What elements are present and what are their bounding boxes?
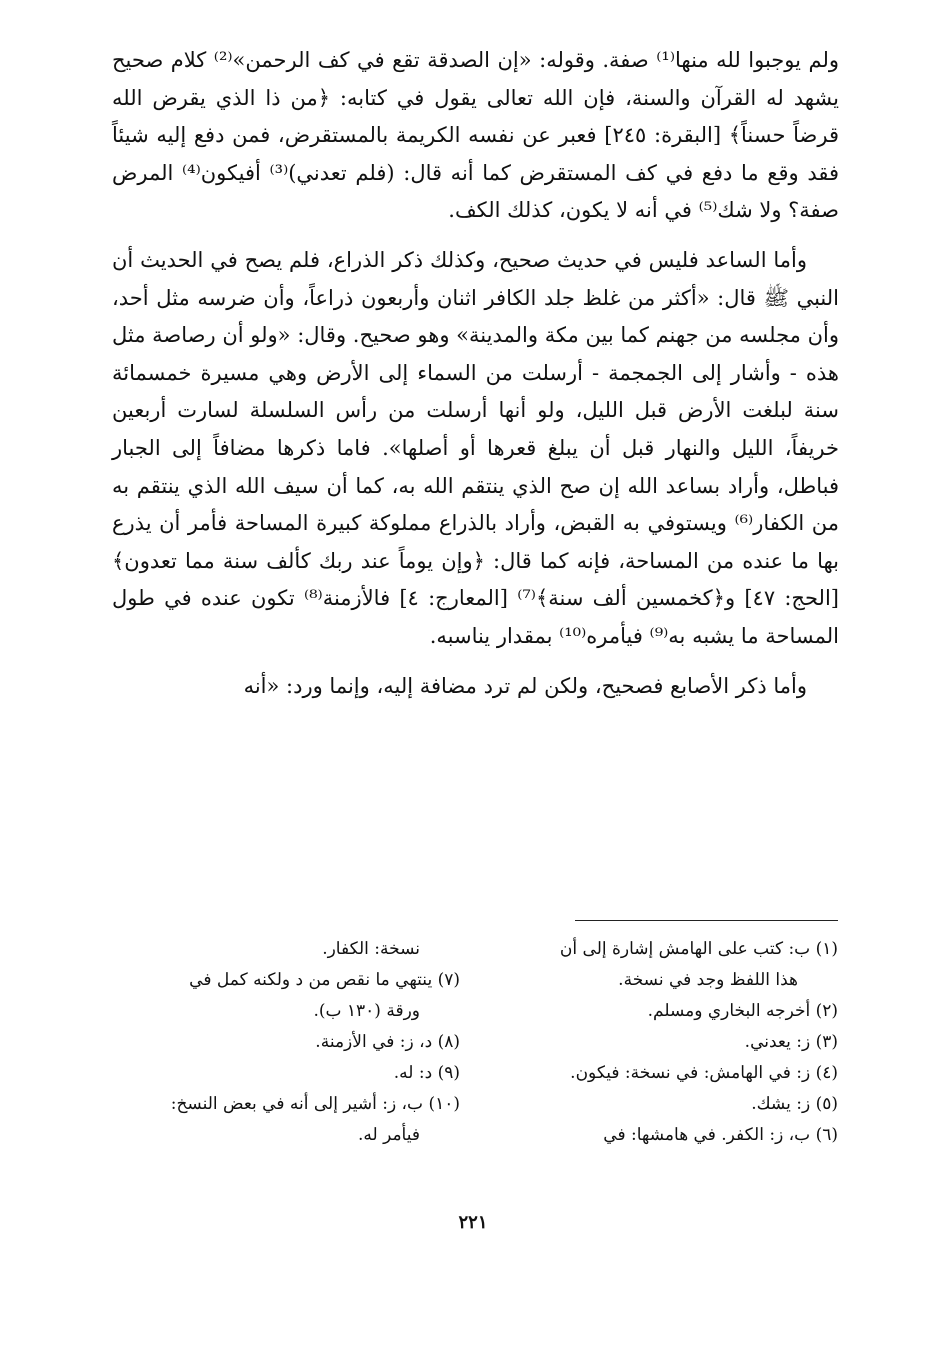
footnote-line: هذا اللفظ وجد في نسخة. (618, 970, 798, 990)
footnote-line: (٤) ز: في الهامش: في نسخة: فيكون. (570, 1063, 838, 1083)
footnote-separator (575, 920, 838, 921)
footnote-line: (٣) ز: يعدني. (744, 1032, 838, 1052)
page-number: ٢٢١ (458, 1212, 488, 1233)
footnote-line: (١) ب: كتب على الهامش إشارة إلى أن (559, 939, 838, 959)
paragraph-1: ولم يوجبوا لله منها⁽¹⁾ صفة. وقوله: «إن الصدقة تقع في كف الرحمن»⁽²⁾ كلام صحيح يشهد له القرآن والسنة، فإن الله تعالى يقول في كتابه: ﴿من ذا الذي يقرض الله قرضاً حسناً﴾ [البقرة: ٢٤٥] فعبر عن نفسه الكريمة بالمستقرض، فمن دفع إليه شيئاً فقد وقع ما دفع في كف المستقرض كما أنه قال: (فلم تعدني)⁽³⁾ أفيكون⁽⁴⁾ المرض صفة؟ ولا شك⁽⁵⁾ في أنه لا يكون، كذلك الكف. (112, 48, 839, 223)
footnote-line: نسخة: الكفار. (322, 939, 420, 959)
footnote-line: (٧) ينتهي ما نقص من د ولكنه كمل في (189, 970, 460, 990)
footnotes-right-column (500, 934, 838, 1151)
footnote-line: فيأمر له. (357, 1125, 420, 1145)
footnote-line: (٩) د: له. (393, 1063, 460, 1083)
paragraph-2: وأما الساعد فليس في حديث صحيح، وكذلك ذكر الذراع، فلم يصح في الحديث أن النبي ﷺ قال: «أكثر من غلظ جلد الكافر اثنان وأربعون ذراعاً، وأن ضرسه مثل أحد، وأن مجلسه من جهنم كما بين مكة والمدينة» وهو صحيح. وقال: «ولو أن رصاصة مثل هذه - وأشار إلى الجمجمة - أرسلت من السماء إلى الأرض وهي مسيرة خمسمائة سنة لبلغت الأرض قبل الليل، ولو أنها أرسلت من رأس السلسلة لسارت أربعين خريفاً، الليل والنهار قبل أن يبلغ قعرها أو أصلها». فاما ذكرها مضافاً إلى الجبار فباطل، وأراد بساعد الله إن صح الذي ينتقم الله به، كما أن سيف الله الذي ينتقم به من الكفار⁽⁶⁾ ويستوفي به القبض، وأراد بالذراع مملوكة كبيرة المساحة فأمر أن يذرع بها ما عنده من المساحة، فإنه كما قال: ﴿وإن يوماً عند ربك كألف سنة مما تعدون﴾ [الحج: ٤٧] و﴿كخمسين ألف سنة﴾⁽⁷⁾ [المعارج: ٤] فالأزمنة⁽⁸⁾ تكون عنده في طول المساحة ما يشبه به⁽⁹⁾ فيأمره⁽¹⁰⁾ بمقدار يناسبه. (112, 247, 839, 648)
footnote-line: (٨) د، ز: في الأزمنة. (315, 1032, 460, 1052)
main-text (112, 42, 839, 705)
footnote-line: (٢) أخرجه البخاري ومسلم. (647, 1001, 838, 1021)
footnote-line: (١٠) ب، ز: أشير إلى أنه في بعض النسخ: (170, 1094, 460, 1114)
footnote-line: (٦) ب، ز: الكفر. في هامشها: في (603, 1125, 838, 1145)
footnote-line: ورقة (١٣٠ ب). (313, 1001, 420, 1021)
footnote-line: (٥) ز: يشك. (751, 1094, 838, 1114)
footnotes-left-column (160, 934, 460, 1151)
paragraph-3: وأما ذكر الأصابع فصحيح، ولكن لم ترد مضافة إليه، وإنما ورد: «أنه (243, 673, 807, 698)
